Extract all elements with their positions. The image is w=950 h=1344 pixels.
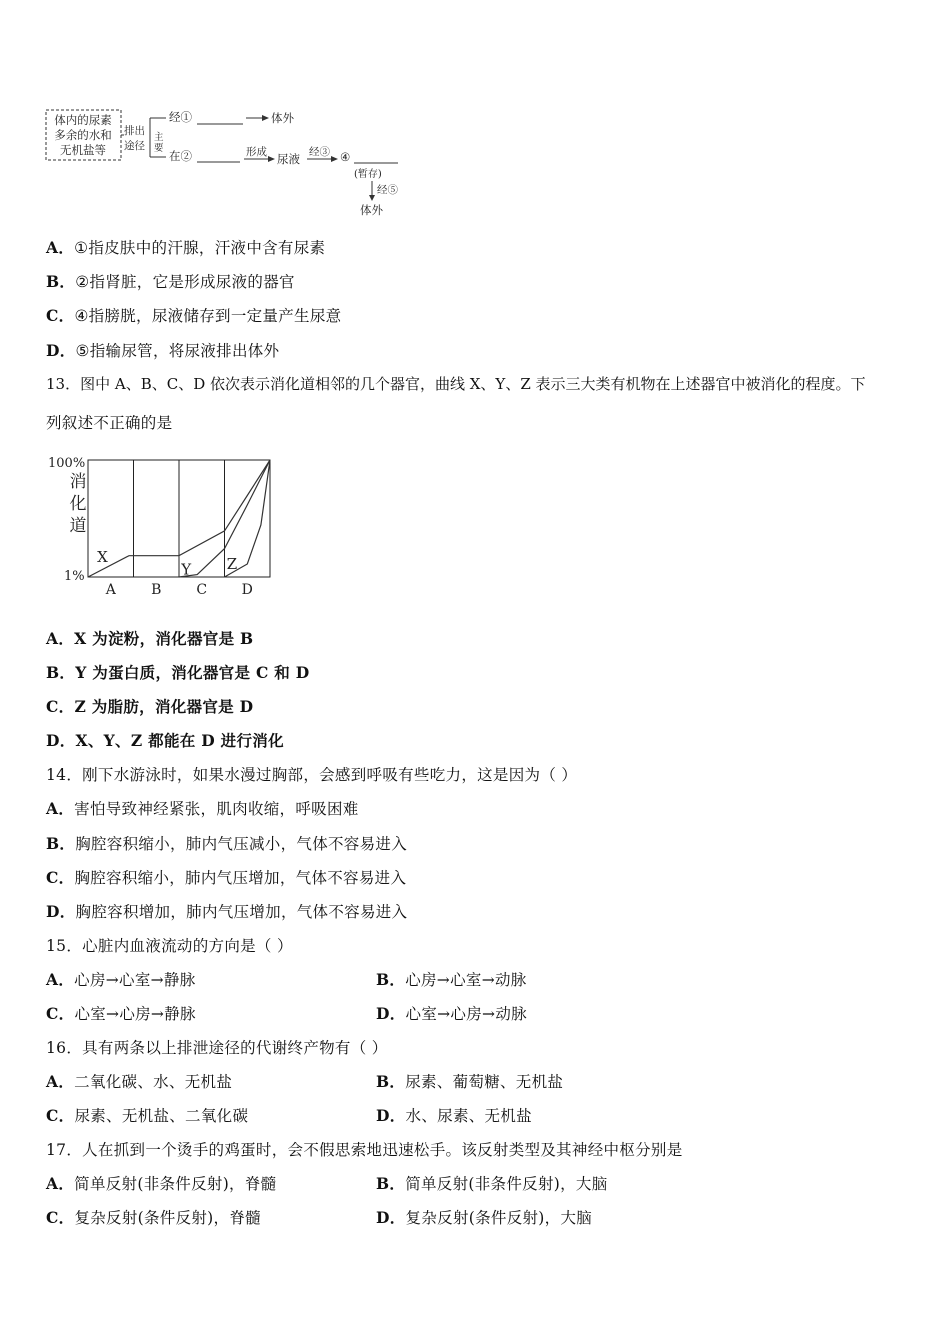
option-letter: B． — [46, 834, 76, 853]
option-letter: C． — [46, 697, 75, 716]
q16-stem: 16．具有两条以上排泄途径的代谢终产物有（ ） — [46, 1039, 388, 1057]
option-letter: B． — [376, 1072, 406, 1091]
option-text: 简单反射(非条件反射)，脊髓 — [74, 1175, 277, 1193]
option-text: 害怕导致神经紧张，肌肉收缩，呼吸困难 — [74, 800, 359, 818]
branch1-label: 经① — [169, 110, 192, 124]
q17-option-a[interactable] — [46, 1172, 276, 1194]
excretion-flow-diagram — [40, 100, 420, 225]
main-label: 主 — [154, 132, 164, 143]
via5-label: 经⑤ — [377, 184, 398, 196]
route-label: 途径 — [124, 140, 145, 152]
q15-option-c[interactable] — [46, 1002, 196, 1024]
option-letter: C． — [46, 868, 75, 887]
route-label: 排出 — [124, 125, 145, 137]
source-box-line: 体内的尿素 — [54, 113, 112, 127]
category-label: B — [151, 582, 162, 598]
option-text: 胸腔容积缩小，肺内气压减小，气体不容易进入 — [75, 835, 408, 853]
option-letter: D． — [46, 731, 76, 750]
option-text: Z 为脂肪，消化器官是 D — [74, 697, 254, 716]
option-text: X、Y、Z 都能在 D 进行消化 — [75, 731, 284, 750]
q12-option-d[interactable] — [46, 339, 279, 361]
option-letter: B． — [376, 970, 406, 989]
option-text: 水、尿素、无机盐 — [405, 1107, 532, 1125]
q14-stem: 14．刚下水游泳时，如果水漫过胸部，会感到呼吸有些吃力，这是因为（ ） — [46, 766, 578, 784]
option-letter: A． — [46, 238, 75, 257]
q16-option-b[interactable] — [376, 1070, 563, 1092]
option-text: Y 为蛋白质，消化器官是 C 和 D — [75, 663, 310, 682]
option-text: 心房→心室→动脉 — [405, 971, 527, 989]
option-letter: B． — [376, 1174, 406, 1193]
q14-option-d[interactable] — [46, 900, 407, 922]
option-letter: C． — [46, 1004, 75, 1023]
main-label: 要 — [154, 143, 164, 154]
category-label: C — [196, 582, 208, 598]
q13-option-b[interactable] — [46, 661, 310, 683]
q16-option-d[interactable] — [376, 1104, 532, 1126]
q16-option-c[interactable] — [46, 1104, 248, 1126]
final-dest: 体外 — [360, 203, 383, 217]
y-axis-label: 消化道 — [69, 472, 87, 536]
option-text: X 为淀粉，消化器官是 B — [74, 629, 254, 648]
q17-stem: 17．人在抓到一个烫手的鸡蛋时，会不假思索地迅速松手。该反射类型及其神经中枢分别是 — [46, 1141, 683, 1159]
q12-option-c[interactable] — [46, 304, 341, 326]
q15-stem: 15．心脏内血液流动的方向是（ ） — [46, 937, 293, 955]
q17-option-b[interactable] — [376, 1172, 608, 1194]
option-letter: A． — [46, 1174, 75, 1193]
option-text: 复杂反射(条件反射)，脊髓 — [74, 1209, 261, 1227]
y-bottom-label: 1% — [64, 569, 85, 584]
via3-label: 经③ — [309, 146, 330, 158]
option-text: 二氧化碳、水、无机盐 — [74, 1073, 233, 1091]
branch1-dest: 体外 — [271, 111, 294, 125]
option-letter: D． — [376, 1106, 406, 1125]
option-letter: A． — [46, 629, 75, 648]
q14-option-a[interactable] — [46, 797, 359, 819]
option-letter: D． — [46, 341, 76, 360]
q13-stem-cont: 列叙述不正确的是 — [46, 414, 173, 432]
option-letter: C． — [46, 1208, 75, 1227]
q14-option-c[interactable] — [46, 866, 406, 888]
category-label: A — [105, 582, 116, 598]
q13-option-a[interactable] — [46, 627, 253, 649]
category-label: D — [241, 582, 253, 598]
q15-option-b[interactable] — [376, 968, 527, 990]
option-text: 心房→心室→静脉 — [74, 971, 196, 989]
option-letter: B． — [46, 663, 76, 682]
option-text: 尿素、无机盐、二氧化碳 — [74, 1107, 249, 1125]
option-letter: D． — [46, 902, 76, 921]
series-x-label: X — [97, 548, 108, 566]
q15-option-d[interactable] — [376, 1002, 527, 1024]
option-letter: A． — [46, 799, 75, 818]
option-text: ②指肾脏，它是形成尿液的器官 — [75, 273, 295, 291]
option-text: 简单反射(非条件反射)，大脑 — [405, 1175, 608, 1193]
q13-option-c[interactable] — [46, 695, 253, 717]
q13-option-d[interactable] — [46, 729, 284, 751]
q12-option-b[interactable] — [46, 270, 295, 292]
q14-option-b[interactable] — [46, 832, 407, 854]
q15-option-a[interactable] — [46, 968, 196, 990]
option-text: ⑤指输尿管，将尿液排出体外 — [75, 342, 280, 360]
node4-label: ④ — [340, 150, 351, 164]
q12-option-a[interactable] — [46, 236, 325, 258]
option-text: 胸腔容积增加，肺内气压增加，气体不容易进入 — [75, 903, 408, 921]
y-top-label: 100% — [48, 456, 86, 471]
digestion-chart — [44, 450, 284, 605]
source-box-line: 无机盐等 — [60, 143, 106, 157]
option-letter: C． — [46, 306, 75, 325]
urine-label: 尿液 — [277, 152, 300, 166]
series-z-label: Z — [226, 555, 238, 574]
form-label: 形成 — [246, 146, 267, 158]
option-letter: B． — [46, 272, 76, 291]
option-text: ④指膀胱，尿液储存到一定量产生尿意 — [74, 307, 342, 325]
storage-label: (暂存) — [354, 169, 382, 180]
option-text: 胸腔容积缩小，肺内气压增加，气体不容易进入 — [74, 869, 407, 887]
option-letter: D． — [376, 1208, 406, 1227]
source-box-line: 多余的水和 — [54, 128, 112, 142]
series-y-label: Y — [181, 560, 192, 579]
option-letter: A． — [46, 970, 75, 989]
q13-stem: 13．图中 A、B、C、D 依次表示消化道相邻的几个器官，曲线 X、Y、Z 表示三大类有机物在上述器官中被消化的程度。下 — [46, 375, 866, 393]
option-letter: A． — [46, 1072, 75, 1091]
q17-option-c[interactable] — [46, 1206, 261, 1228]
option-letter: C． — [46, 1106, 75, 1125]
q16-option-a[interactable] — [46, 1070, 232, 1092]
option-letter: D． — [376, 1004, 406, 1023]
option-text: 心室→心房→动脉 — [405, 1005, 527, 1023]
branch2-label: 在② — [169, 149, 192, 163]
option-text: 尿素、葡萄糖、无机盐 — [405, 1073, 564, 1091]
option-text: 心室→心房→静脉 — [74, 1005, 196, 1023]
option-text: ①指皮肤中的汗腺，汗液中含有尿素 — [74, 239, 326, 257]
option-text: 复杂反射(条件反射)，大脑 — [405, 1209, 593, 1227]
q17-option-d[interactable] — [376, 1206, 592, 1228]
